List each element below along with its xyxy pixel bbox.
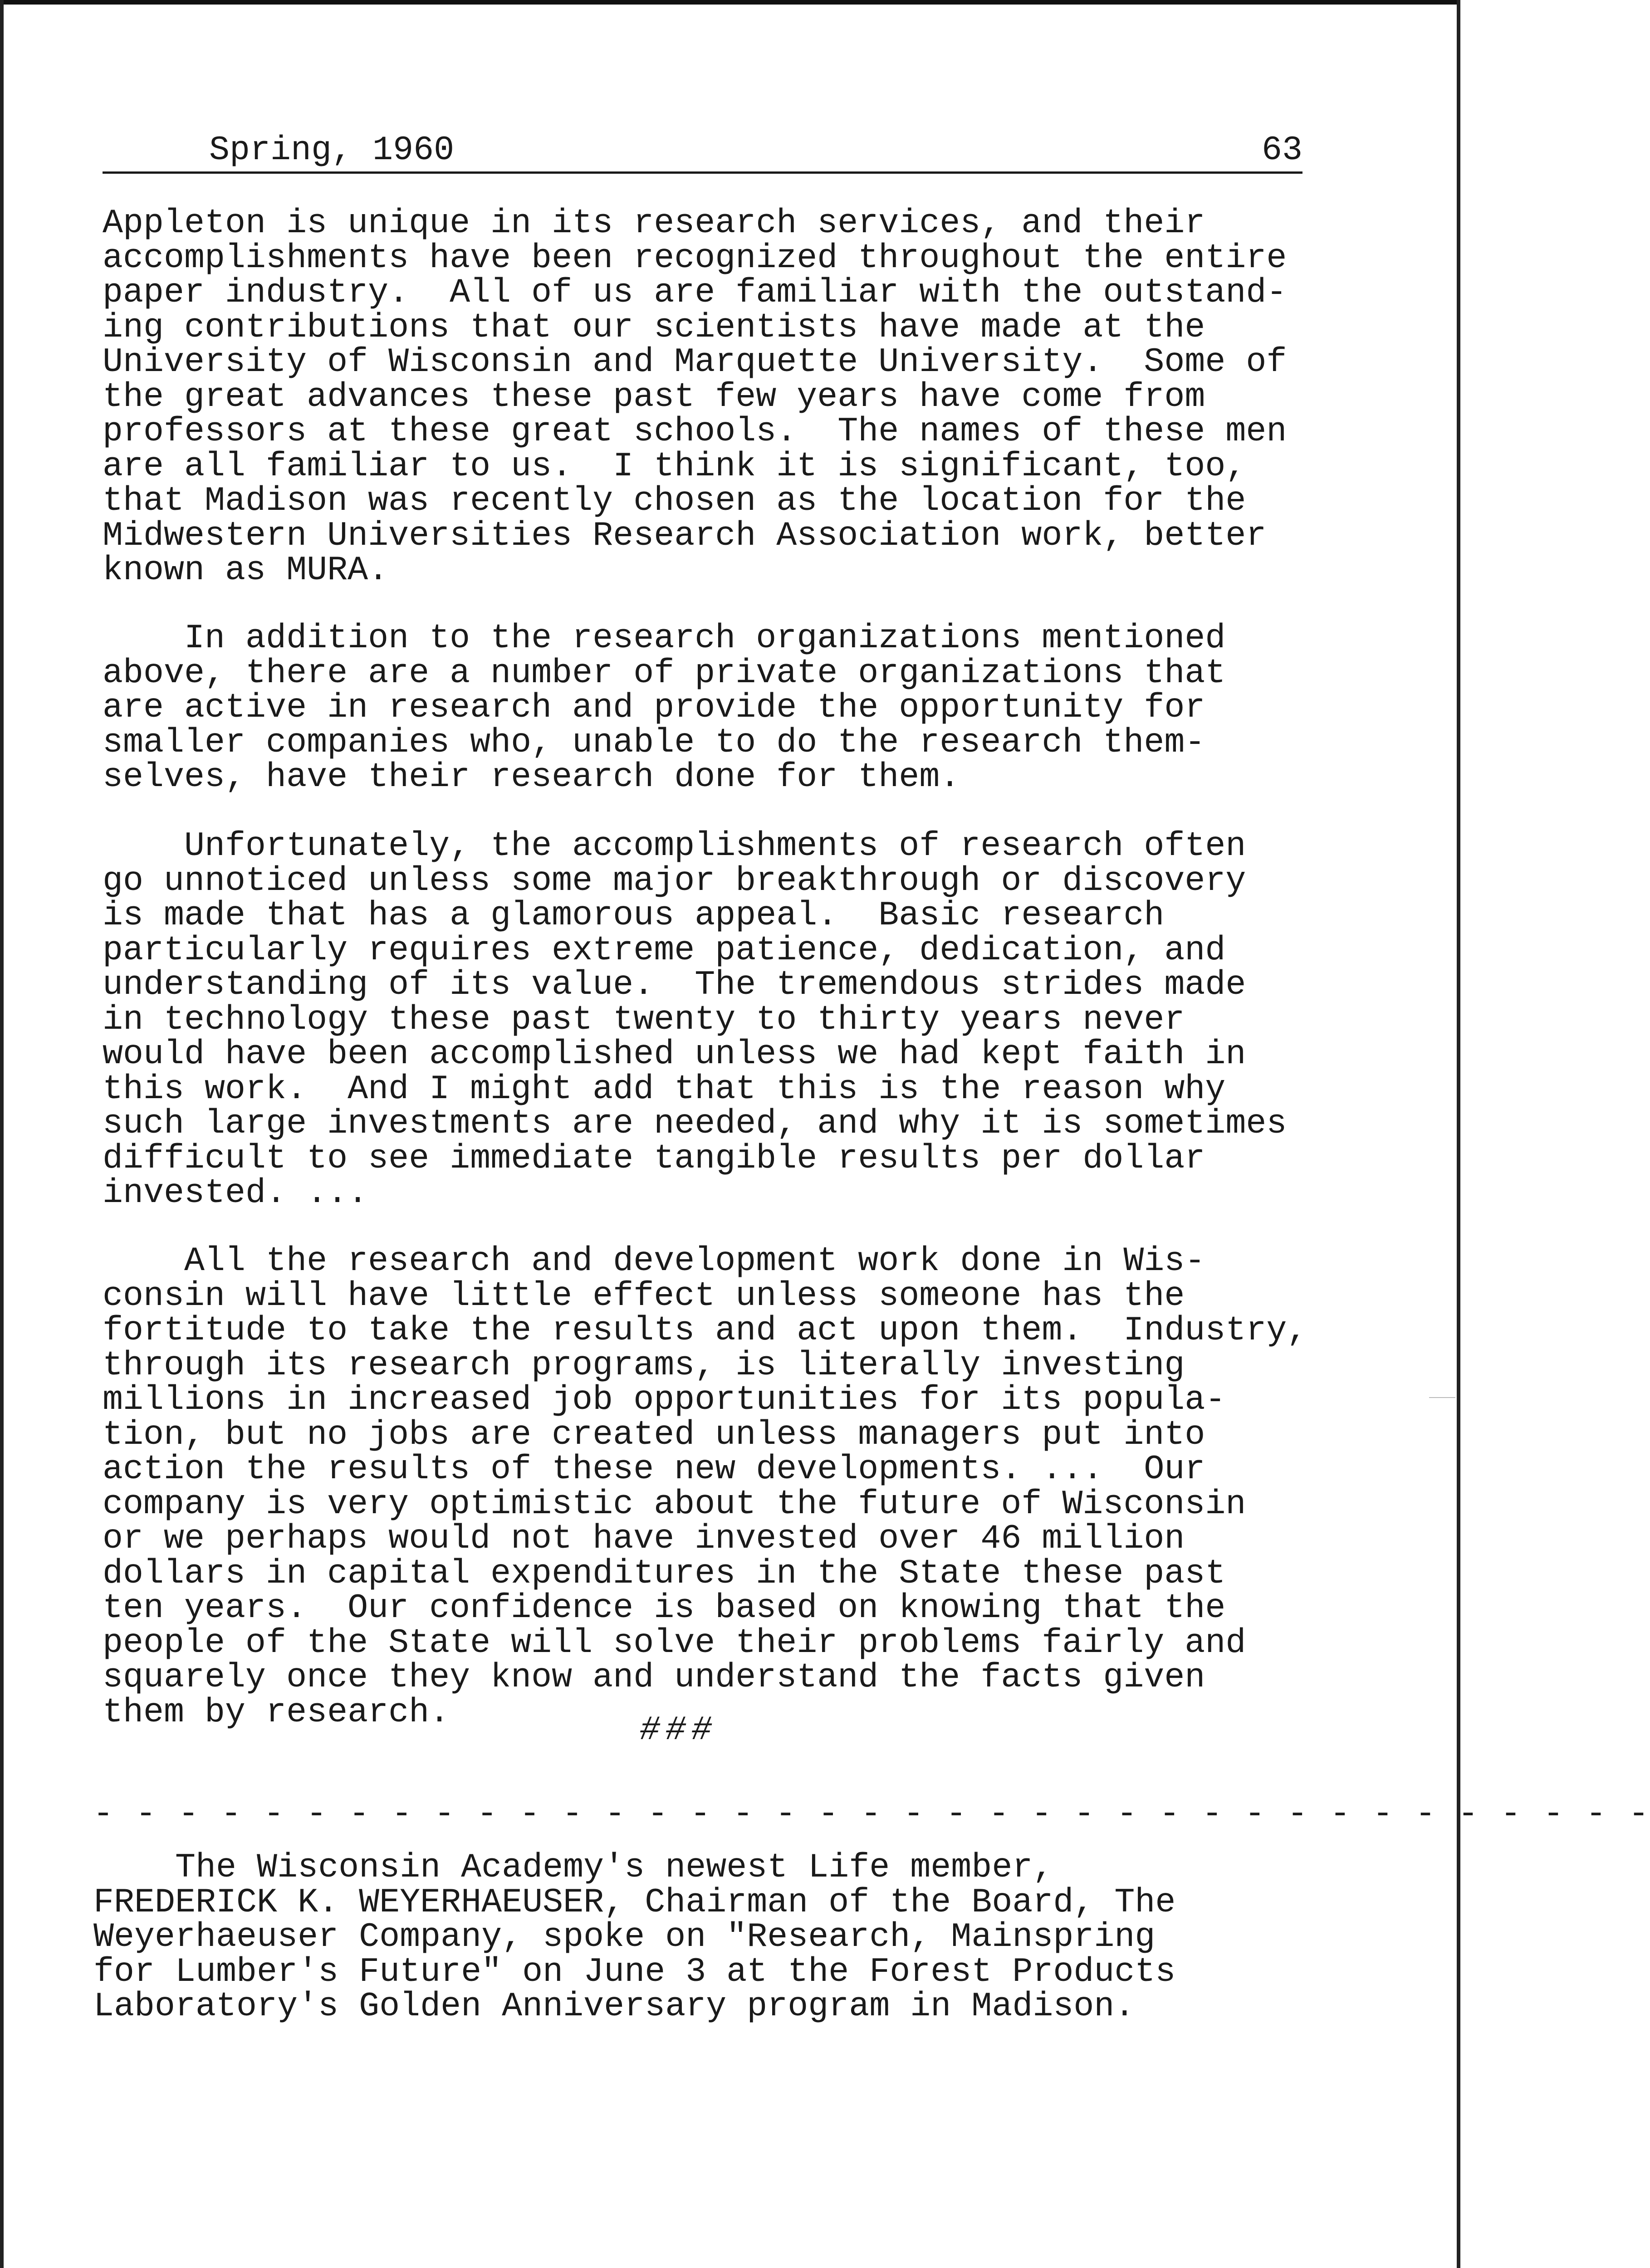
section-separator: - - - - - - - - - - - - - - - - - - - - - - - - - - - - - - - - - - - - - [93,1795,1650,1833]
running-title: Spring, 1960 [209,131,455,170]
page-number: 63 [1261,131,1302,170]
announcement-note: The Wisconsin Academy's newest Life member, FREDERICK K. WEYERHAEUSER, Chairman of the Board, The Weyerhaeuser Company, spoke on "Research, Mainspring for Lumber's Future" on June 3 at the Forest Products Laboratory's Golden Anniversary program in Madison. [93,1848,1176,2026]
scan-border-left [0,0,4,2268]
body-paragraph: All the research and development work done in Wis- consin will have little effect unless someone has the fortitude to take the results and act upon them. Industry, through its research programs, is literally investing millions in increased job opportunities for its popula- tion, but no jobs are created unless managers put into action the results of these new developments. ... Our company is very optimistic about the future of Wisconsin or we perhaps would not have invested over 46 million dollars in capital expenditures in the State these past ten years. Our confidence is based on knowing that the people of the State will solve their problems fairly and squarely once they know and understand the facts given them by research. [103,1242,1307,1732]
page-header [103,130,1302,174]
margin-scan-mark [1429,1397,1455,1398]
scan-border-top [0,0,1460,5]
end-of-article-mark: ### [640,1711,718,1750]
body-paragraph: Appleton is unique in its research services, and their accomplishments have been recognized throughout the entire paper industry. All of us are familiar with the outstand- ing contributions that our scientists have made at the University of Wisconsin and Marquette University. Some of the great advances these past few years have come from professors at these great schools. The names of these men are all familiar to us. I think it is significant, too, that Madison was recently chosen as the location for the Midwestern Universities Research Association work, better known as MURA. [103,204,1287,590]
scan-border-right [1457,0,1460,2268]
body-paragraph: In addition to the research organizations mentioned above, there are a number of private organizations that are active in research and provide the opportunity for smaller companies who, unable to do the research them- selves, have their research done for them. [103,619,1226,797]
body-paragraph: Unfortunately, the accomplishments of research often go unnoticed unless some major breakthrough or discovery is made that has a glamorous appeal. Basic research particularly requires extreme patience, dedication, and understanding of its value. The tremendous strides made in technology these past twenty to thirty years never would have been accomplished unless we had kept faith in this work. And I might add that this is the reason why such large investments are needed, and why it is sometimes difficult to see immediate tangible results per dollar invested. ... [103,827,1287,1212]
